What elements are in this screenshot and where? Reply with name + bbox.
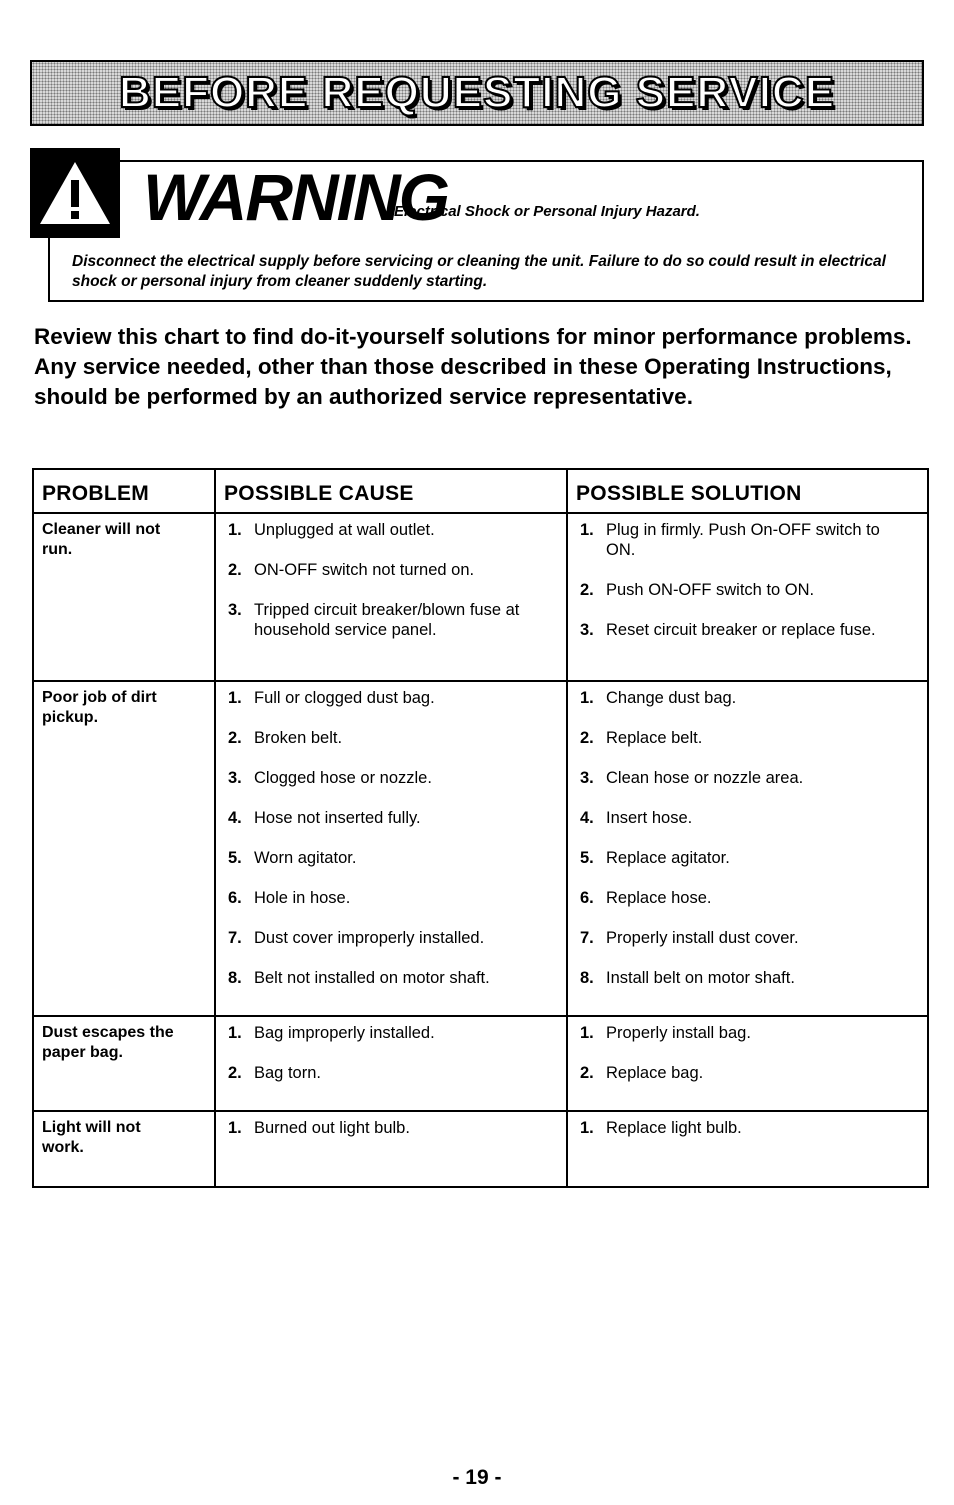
header-possible-cause: POSSIBLE CAUSE — [215, 469, 567, 513]
problem-text: Light will not work. — [42, 1119, 141, 1156]
page-number: - 19 - — [452, 1466, 502, 1489]
header-possible-solution: POSSIBLE SOLUTION — [567, 469, 928, 513]
list-item: 5. Replace agitator. — [580, 849, 730, 867]
list-item: 4. Hose not inserted fully. — [228, 809, 421, 827]
problem-text: Cleaner will not run. — [42, 521, 161, 558]
list-item: 7. Properly install dust cover. — [580, 929, 799, 947]
intro-paragraph: Review this chart to find do-it-yourself solutions for minor performance problems. Any service needed, other than those described in these Operating Instructions, should be performed by an authorized service representative. — [34, 324, 912, 409]
list-item: 1. Plug in firmly. Push On-OFF switch to ON. — [580, 521, 880, 559]
list-item: 2. Bag torn. — [228, 1064, 321, 1082]
cause-list — [216, 514, 566, 656]
problem-text: Dust escapes the paper bag. — [42, 1024, 174, 1061]
list-item: 2. Replace belt. — [580, 729, 703, 747]
solution-list — [568, 1112, 927, 1154]
list-item: 5. Worn agitator. — [228, 849, 357, 867]
list-item: 1. Replace light bulb. — [580, 1119, 742, 1137]
list-item: 3. Reset circuit breaker or replace fuse. — [580, 621, 876, 639]
table-row — [33, 1111, 928, 1187]
list-item: 2. Replace bag. — [580, 1064, 704, 1082]
warning-triangle-icon — [30, 148, 120, 238]
table-row — [33, 1016, 928, 1111]
warning-title: WARNING — [143, 160, 448, 234]
list-item: 4. Insert hose. — [580, 809, 693, 827]
list-item: 6. Replace hose. — [580, 889, 712, 907]
list-item: 3. Clogged hose or nozzle. — [228, 769, 432, 787]
list-item: 3. Clean hose or nozzle area. — [580, 769, 804, 787]
list-item: 1. Change dust bag. — [580, 689, 737, 707]
warning-text: Disconnect the electrical supply before servicing or cleaning the unit. Failure to do so could result in electrical shock or personal injury from cleaner suddenly starting. — [72, 253, 886, 290]
list-item: 1. Unplugged at wall outlet. — [228, 521, 435, 539]
list-item: 8. Install belt on motor shaft. — [580, 969, 795, 987]
list-item: 7. Dust cover improperly installed. — [228, 929, 485, 947]
list-item: 1. Burned out light bulb. — [228, 1119, 410, 1137]
header-problem: PROBLEM — [33, 469, 215, 513]
list-item: 2. Broken belt. — [228, 729, 343, 747]
list-item: 8. Belt not installed on motor shaft. — [228, 969, 490, 987]
troubleshooting-table — [32, 468, 929, 1188]
list-item: 1. Bag improperly installed. — [228, 1024, 435, 1042]
problem-text: Poor job of dirt pickup. — [42, 689, 157, 726]
cause-list — [216, 682, 566, 1004]
list-item: 2. ON-OFF switch not turned on. — [228, 561, 475, 579]
cause-list — [216, 1017, 566, 1099]
table-row — [33, 513, 928, 681]
list-item: 3. Tripped circuit breaker/blown fuse at household service panel. — [228, 601, 520, 639]
table-row — [33, 681, 928, 1016]
table-header-row — [33, 469, 928, 513]
banner-title: BEFORE REQUESTING SERVICE — [118, 68, 836, 117]
section-banner — [30, 60, 924, 126]
cause-list — [216, 1112, 566, 1154]
list-item: 2. Push ON-OFF switch to ON. — [580, 581, 815, 599]
list-item: 6. Hole in hose. — [228, 889, 351, 907]
warning-subtitle: Electrical Shock or Personal Injury Hazard. — [394, 203, 700, 220]
list-item: 1. Properly install bag. — [580, 1024, 751, 1042]
solution-list — [568, 514, 927, 656]
solution-list — [568, 1017, 927, 1099]
solution-list — [568, 682, 927, 1004]
list-item: 1. Full or clogged dust bag. — [228, 689, 435, 707]
